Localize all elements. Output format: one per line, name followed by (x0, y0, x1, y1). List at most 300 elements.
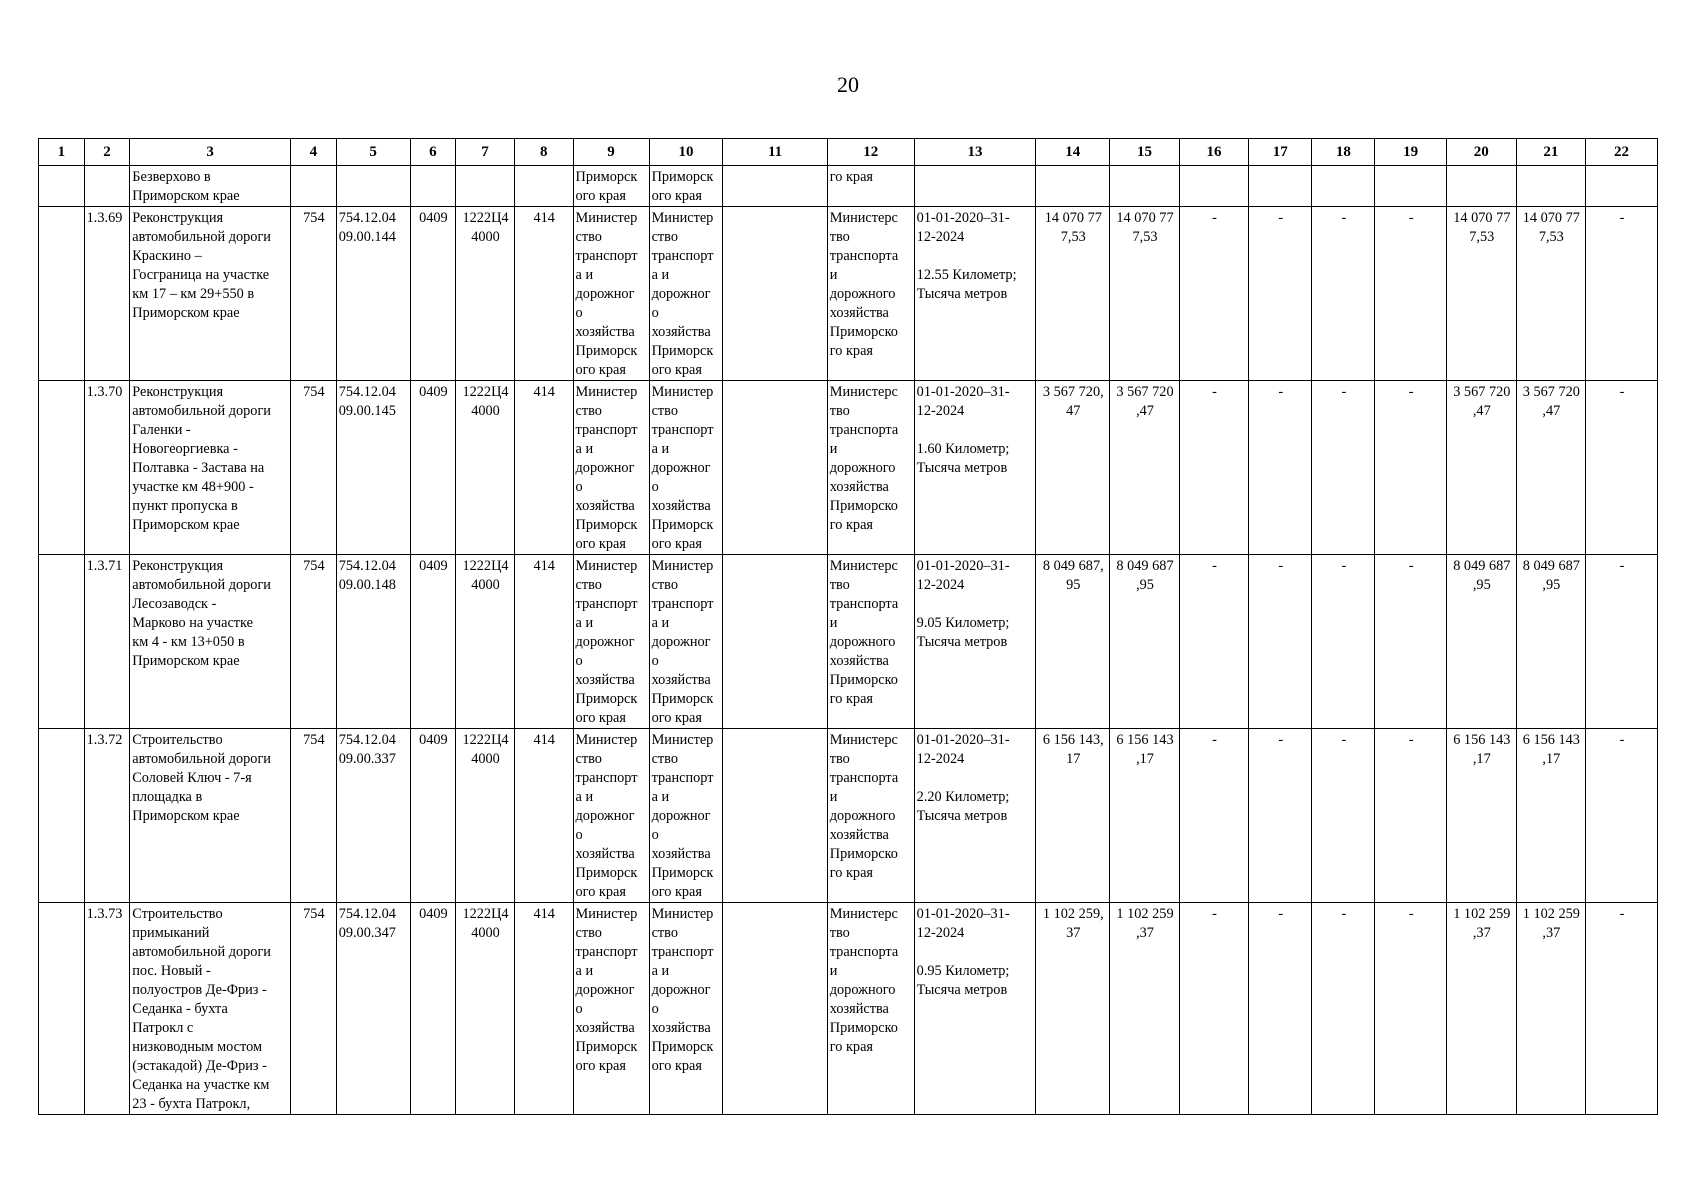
cell-line: ого края (575, 710, 626, 726)
cell-line: Приморско (829, 1020, 898, 1036)
cell-c6: 0409 (410, 207, 456, 381)
cell-line: о (651, 479, 659, 495)
column-header-16: 16 (1179, 139, 1249, 166)
cell-line: 8 049 687 (1453, 558, 1511, 574)
cell-line: Галенки - (132, 422, 191, 438)
cell-line: км 17 – км 29+550 в (132, 286, 255, 302)
cell-c20 (1447, 381, 1517, 555)
cell-line: го края (829, 169, 873, 185)
cell-c5 (336, 555, 410, 729)
cell-c11 (723, 381, 827, 555)
column-header-15: 15 (1110, 139, 1180, 166)
cell-c11 (723, 207, 827, 381)
cell-c15 (1110, 207, 1180, 381)
column-header-13: 13 (914, 139, 1036, 166)
cell-c6: 0409 (410, 555, 456, 729)
cell-line: а и (651, 615, 670, 631)
spacer (917, 247, 1035, 266)
cell-line: автомобильной дороги (132, 229, 271, 245)
cell-line: Седанка на участке км (132, 1077, 270, 1093)
cell-line: Реконструкция (132, 558, 224, 574)
cell-line: 1222Ц4 (462, 210, 509, 226)
cell-line: ,95 (1136, 577, 1154, 593)
cell-line: о (575, 1001, 583, 1017)
column-header-20: 20 (1447, 139, 1517, 166)
cell-line: и (829, 267, 838, 283)
cell-line: о (575, 479, 583, 495)
cell-line: дорожног (575, 460, 635, 476)
cell-c14 (1036, 729, 1110, 903)
cell-line: ого края (651, 188, 702, 204)
table-row (39, 729, 1658, 903)
cell-line: ,47 (1542, 403, 1561, 419)
cell-line: Реконструкция (132, 384, 224, 400)
cell-line: 1.60 Километр; (916, 441, 1010, 457)
cell-line: 1222Ц4 (462, 732, 509, 748)
cell-line: 09.00.144 (338, 229, 396, 245)
cell-name (130, 903, 291, 1115)
cell-c9 (573, 903, 649, 1115)
cell-line: 17 (1066, 751, 1081, 767)
cell-c1 (39, 903, 85, 1115)
cell-line: Тысяча метров (916, 808, 1008, 824)
cell-line: 3 567 720 (1522, 384, 1580, 400)
cell-c17: - (1249, 729, 1312, 903)
cell-c12 (827, 207, 914, 381)
cell-line: пункт пропуска в (132, 498, 238, 514)
cell-line: Новогеоргиевка - (132, 441, 238, 457)
cell-c21 (1516, 207, 1586, 381)
cell-line: 754.12.04 (338, 732, 396, 748)
cell-line: полуостров Де-Фриз - (132, 982, 267, 998)
column-header-11: 11 (723, 139, 827, 166)
cell-line: 14 070 77 (1116, 210, 1174, 226)
cell-c4: 754 (291, 381, 337, 555)
cell-c12 (827, 555, 914, 729)
cell-c15 (1110, 903, 1180, 1115)
cell-line: 14 070 77 (1453, 210, 1511, 226)
cell-c22: - (1586, 729, 1658, 903)
cell-name (130, 381, 291, 555)
cell-c13 (914, 166, 1036, 207)
cell-line: Приморско (829, 846, 898, 862)
cell-line: 12-2024 (916, 925, 965, 941)
cell-line: 1222Ц4 (462, 906, 509, 922)
cell-line: 3 567 720, (1042, 384, 1104, 400)
cell-line: ство (651, 751, 678, 767)
cell-line: ого края (575, 362, 626, 378)
cell-line: ство (575, 577, 602, 593)
cell-line: хозяйства (651, 672, 711, 688)
cell-line: и (829, 963, 838, 979)
cell-line: 01-01-2020–31- (916, 906, 1010, 922)
cell-line: дорожног (651, 460, 711, 476)
cell-line: а и (651, 267, 670, 283)
column-header-3: 3 (130, 139, 291, 166)
cell-line: Госграница на участке (132, 267, 270, 283)
cell-c17: - (1249, 207, 1312, 381)
continuation-row (39, 166, 1658, 207)
cell-c7 (456, 729, 515, 903)
cell-c21 (1516, 555, 1586, 729)
cell-c18 (1312, 166, 1375, 207)
cell-line: пос. Новый - (132, 963, 211, 979)
cell-line: 6 156 143 (1453, 732, 1511, 748)
cell-line: дорожног (651, 982, 711, 998)
cell-line: го края (829, 1039, 873, 1055)
cell-c15 (1110, 729, 1180, 903)
cell-line: хозяйства (575, 846, 635, 862)
cell-c6 (410, 166, 456, 207)
cell-c20 (1447, 207, 1517, 381)
cell-c20 (1447, 555, 1517, 729)
cell-line: ого края (575, 884, 626, 900)
column-header-12: 12 (827, 139, 914, 166)
cell-c8 (514, 166, 573, 207)
cell-line: 7,53 (1538, 229, 1564, 245)
cell-c9 (573, 555, 649, 729)
cell-c10 (649, 166, 723, 207)
column-header-10: 10 (649, 139, 723, 166)
cell-c20 (1447, 166, 1517, 207)
cell-c12 (827, 729, 914, 903)
cell-c14 (1036, 207, 1110, 381)
cell-line: Министер (575, 384, 638, 400)
cell-line: го края (829, 343, 873, 359)
cell-line: Приморск (651, 169, 714, 185)
cell-line: транспорт (651, 422, 714, 438)
cell-line: хозяйства (829, 653, 889, 669)
cell-line: хозяйства (575, 672, 635, 688)
cell-line: 09.00.148 (338, 577, 396, 593)
cell-line: 12-2024 (916, 577, 965, 593)
cell-line: хозяйства (829, 827, 889, 843)
cell-line: транспорта (829, 422, 899, 438)
cell-c13 (914, 903, 1036, 1115)
cell-c22: - (1586, 903, 1658, 1115)
cell-line: Приморск (651, 865, 714, 881)
cell-line: Строительство (132, 906, 223, 922)
cell-line: а и (651, 441, 670, 457)
cell-line: ,17 (1542, 751, 1561, 767)
cell-c1 (39, 207, 85, 381)
cell-line: ,47 (1136, 403, 1154, 419)
cell-line: Приморском крае (132, 188, 240, 204)
column-header-18: 18 (1312, 139, 1375, 166)
cell-c6: 0409 (410, 903, 456, 1115)
cell-line: Министер (575, 210, 638, 226)
cell-c12 (827, 381, 914, 555)
cell-line: ство (575, 403, 602, 419)
spacer (917, 943, 1035, 962)
cell-line: Безверхово в (132, 169, 211, 185)
cell-line: Тысяча метров (916, 982, 1008, 998)
cell-line: Министерс (829, 906, 898, 922)
cell-line: 12-2024 (916, 403, 965, 419)
cell-name (130, 729, 291, 903)
cell-line: ,17 (1136, 751, 1154, 767)
cell-c14 (1036, 166, 1110, 207)
cell-line: и (829, 615, 838, 631)
cell-line: и (829, 441, 838, 457)
cell-c5 (336, 166, 410, 207)
cell-c6: 0409 (410, 381, 456, 555)
cell-c4: 754 (291, 207, 337, 381)
cell-c14 (1036, 555, 1110, 729)
cell-line: Приморско (829, 324, 898, 340)
cell-line: Приморском крае (132, 808, 240, 824)
cell-c14 (1036, 903, 1110, 1115)
cell-line: ,95 (1542, 577, 1561, 593)
spacer (917, 769, 1035, 788)
cell-line: 754.12.04 (338, 906, 396, 922)
cell-line: дорожног (575, 286, 635, 302)
cell-line: 4000 (471, 751, 500, 767)
cell-line: 2.20 Километр; (916, 789, 1010, 805)
cell-line: ого края (575, 536, 626, 552)
cell-line: 3 567 720 (1116, 384, 1174, 400)
cell-line: 01-01-2020–31- (916, 384, 1010, 400)
cell-line: примыканий (132, 925, 210, 941)
cell-line: а и (575, 615, 594, 631)
cell-c17: - (1249, 381, 1312, 555)
table-row (39, 207, 1658, 381)
cell-line: площадка в (132, 789, 203, 805)
table-body (39, 166, 1658, 1115)
cell-line: 4000 (471, 925, 500, 941)
column-header-4: 4 (291, 139, 337, 166)
cell-c12 (827, 166, 914, 207)
cell-line: транспорт (575, 770, 638, 786)
cell-line: автомобильной дороги (132, 403, 271, 419)
cell-c7 (456, 555, 515, 729)
cell-line: транспорт (575, 248, 638, 264)
cell-line: транспорт (651, 944, 714, 960)
cell-line: дорожного (829, 286, 896, 302)
cell-line: Марково на участке (132, 615, 253, 631)
cell-line: 12-2024 (916, 751, 965, 767)
cell-line: Краскино – (132, 248, 202, 264)
cell-line: Министер (651, 210, 714, 226)
cell-c13 (914, 555, 1036, 729)
cell-line: 14 070 77 (1522, 210, 1580, 226)
cell-c9 (573, 381, 649, 555)
cell-line: транспорт (575, 422, 638, 438)
cell-line: Министер (651, 732, 714, 748)
cell-line: тво (829, 403, 850, 419)
cell-line: Реконструкция (132, 210, 224, 226)
cell-line: автомобильной дороги (132, 944, 271, 960)
cell-line: ого края (651, 362, 702, 378)
cell-row-number: 1.3.69 (84, 207, 130, 381)
cell-c7 (456, 381, 515, 555)
cell-c6: 0409 (410, 729, 456, 903)
cell-line: автомобильной дороги (132, 751, 271, 767)
cell-line: 1 102 259, (1042, 906, 1104, 922)
cell-line: 4000 (471, 403, 500, 419)
cell-line: транспорт (575, 944, 638, 960)
table-row (39, 555, 1658, 729)
spacer (917, 595, 1035, 614)
cell-c7 (456, 903, 515, 1115)
cell-c4 (291, 166, 337, 207)
cell-c11 (723, 166, 827, 207)
cell-line: тво (829, 925, 850, 941)
cell-line: транспорт (651, 596, 714, 612)
cell-line: хозяйства (829, 1001, 889, 1017)
cell-line: хозяйства (829, 479, 889, 495)
cell-c10 (649, 381, 723, 555)
table-row (39, 903, 1658, 1115)
cell-line: ого края (651, 710, 702, 726)
cell-line: 01-01-2020–31- (916, 732, 1010, 748)
cell-line: ого края (575, 188, 626, 204)
cell-c21 (1516, 729, 1586, 903)
cell-c22: - (1586, 381, 1658, 555)
cell-line: Приморск (575, 169, 638, 185)
cell-c17: - (1249, 555, 1312, 729)
cell-line: дорожног (651, 634, 711, 650)
cell-line: а и (575, 267, 594, 283)
cell-line: о (651, 305, 659, 321)
cell-line: транспорта (829, 944, 899, 960)
cell-c10 (649, 555, 723, 729)
cell-line: 12-2024 (916, 229, 965, 245)
cell-line: тво (829, 229, 850, 245)
cell-line: ого края (651, 1058, 702, 1074)
cell-c10 (649, 903, 723, 1115)
cell-line: Приморском крае (132, 653, 240, 669)
cell-line: Приморск (575, 1039, 638, 1055)
cell-line: дорожного (829, 808, 896, 824)
cell-line: Приморск (575, 517, 638, 533)
cell-line: дорожног (651, 286, 711, 302)
cell-line: дорожного (829, 982, 896, 998)
cell-line: хозяйства (651, 498, 711, 514)
column-header-6: 6 (410, 139, 456, 166)
cell-line: ого края (575, 1058, 626, 1074)
cell-line: и (829, 789, 838, 805)
column-header-17: 17 (1249, 139, 1312, 166)
cell-c22: - (1586, 207, 1658, 381)
cell-c8: 414 (514, 903, 573, 1115)
cell-line: 7,53 (1132, 229, 1158, 245)
cell-line: 9.05 Километр; (916, 615, 1010, 631)
cell-c8: 414 (514, 381, 573, 555)
cell-line: дорожног (575, 982, 635, 998)
cell-c14 (1036, 381, 1110, 555)
cell-line: 37 (1066, 925, 1081, 941)
cell-c8: 414 (514, 729, 573, 903)
cell-line: дорожного (829, 460, 896, 476)
cell-c19: - (1375, 903, 1447, 1115)
cell-c19: - (1375, 381, 1447, 555)
table-row (39, 381, 1658, 555)
cell-c10 (649, 729, 723, 903)
cell-line: Приморск (651, 691, 714, 707)
cell-line: Приморском крае (132, 517, 240, 533)
cell-c21 (1516, 903, 1586, 1115)
cell-line: Министер (575, 906, 638, 922)
cell-line: ,47 (1472, 403, 1491, 419)
cell-line: 01-01-2020–31- (916, 210, 1010, 226)
cell-line: 754.12.04 (338, 384, 396, 400)
cell-line: ,37 (1136, 925, 1154, 941)
cell-line: тво (829, 751, 850, 767)
cell-line: км 4 - км 13+050 в (132, 634, 245, 650)
cell-line: ство (575, 229, 602, 245)
header-row (39, 139, 1658, 166)
cell-line: 7,53 (1060, 229, 1086, 245)
cell-c16 (1179, 166, 1249, 207)
column-header-5: 5 (336, 139, 410, 166)
cell-line: Министерс (829, 732, 898, 748)
cell-line: транспорт (651, 248, 714, 264)
cell-line: ого края (651, 884, 702, 900)
cell-line: транспорта (829, 596, 899, 612)
cell-c13 (914, 207, 1036, 381)
cell-c11 (723, 729, 827, 903)
cell-row-number: 1.3.71 (84, 555, 130, 729)
cell-line: а и (575, 789, 594, 805)
cell-line: Министерс (829, 210, 898, 226)
cell-line: 6 156 143 (1522, 732, 1580, 748)
cell-c13 (914, 729, 1036, 903)
cell-line: ство (651, 925, 678, 941)
cell-line: Строительство (132, 732, 223, 748)
cell-line: Приморск (651, 1039, 714, 1055)
cell-c9 (573, 729, 649, 903)
column-header-21: 21 (1516, 139, 1586, 166)
cell-line: 1222Ц4 (462, 384, 509, 400)
cell-c11 (723, 555, 827, 729)
cell-line: го края (829, 517, 873, 533)
cell-line: дорожног (575, 808, 635, 824)
cell-c5 (336, 729, 410, 903)
cell-c16: - (1179, 729, 1249, 903)
cell-line: 8 049 687 (1116, 558, 1174, 574)
cell-c15 (1110, 166, 1180, 207)
cell-line: (эстакадой) Де-Фриз - (132, 1058, 267, 1074)
cell-line: 1 102 259 (1116, 906, 1174, 922)
cell-line: Приморско (829, 498, 898, 514)
cell-c18: - (1312, 555, 1375, 729)
cell-line: 95 (1066, 577, 1081, 593)
cell-c4: 754 (291, 903, 337, 1115)
cell-line: хозяйства (651, 1020, 711, 1036)
column-header-22: 22 (1586, 139, 1658, 166)
cell-line: 14 070 77 (1044, 210, 1102, 226)
cell-line: 1 102 259 (1453, 906, 1511, 922)
cell-line: транспорта (829, 770, 899, 786)
cell-c19: - (1375, 207, 1447, 381)
cell-line: ство (651, 229, 678, 245)
cell-line: дорожног (651, 808, 711, 824)
cell-name (130, 166, 291, 207)
cell-c1 (39, 381, 85, 555)
cell-c12 (827, 903, 914, 1115)
cell-line: Министер (651, 384, 714, 400)
cell-line: 8 049 687, (1042, 558, 1104, 574)
cell-line: Приморск (651, 517, 714, 533)
cell-c16: - (1179, 903, 1249, 1115)
cell-name (130, 555, 291, 729)
cell-line: дорожног (575, 634, 635, 650)
cell-line: низководным мостом (132, 1039, 262, 1055)
cell-line: ого края (651, 536, 702, 552)
cell-c5 (336, 207, 410, 381)
cell-line: 1 102 259 (1522, 906, 1580, 922)
